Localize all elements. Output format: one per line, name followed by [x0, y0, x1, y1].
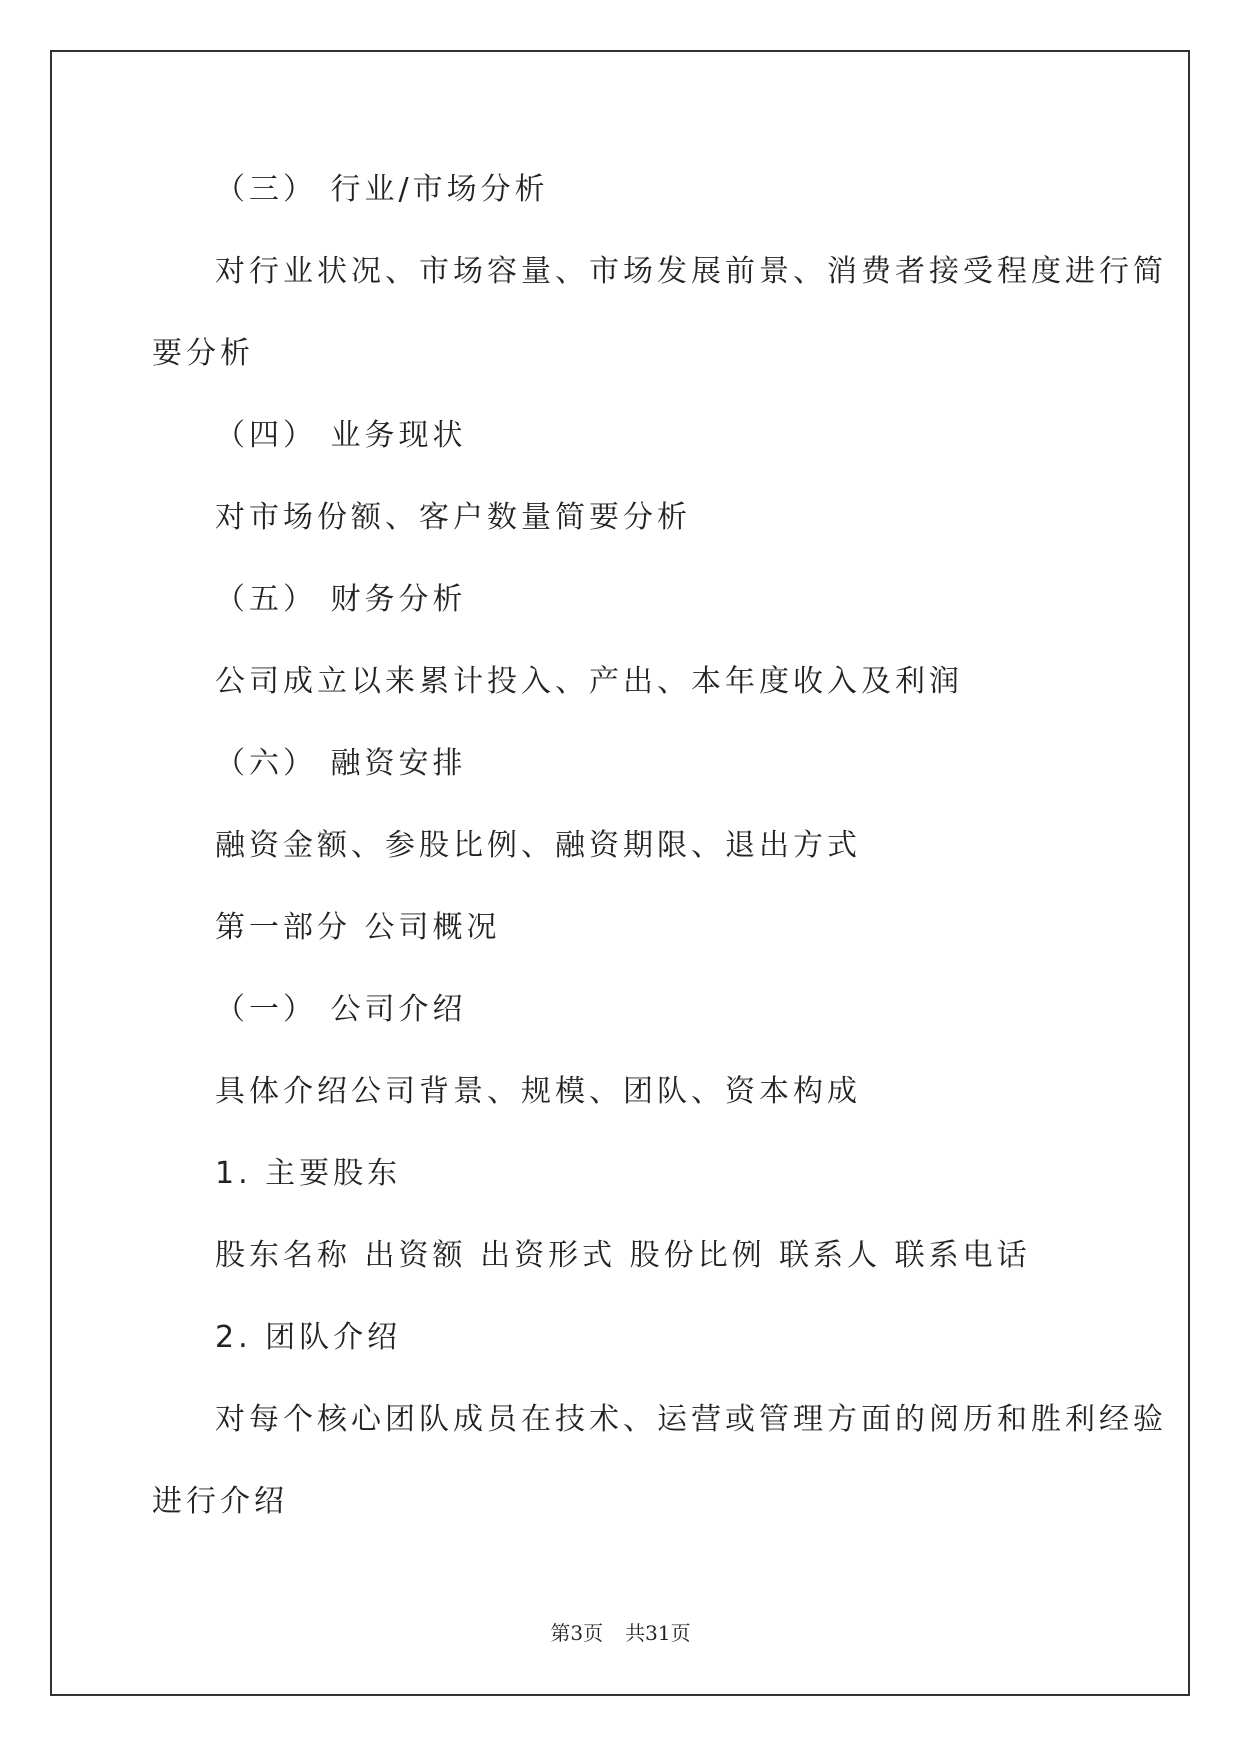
paragraph-line: 对每个核心团队成员在技术、运营或管理方面的阅历和胜利经验 — [215, 1402, 1167, 1437]
heading-business-status: （四） 业务现状 — [215, 418, 467, 453]
paragraph-line: 具体介绍公司背景、规模、团队、资本构成 — [215, 1074, 861, 1109]
heading-main-shareholders: 1. 主要股东 — [215, 1156, 402, 1191]
section-heading-company-overview: 第一部分 公司概况 — [215, 910, 501, 945]
heading-company-introduction: （一） 公司介绍 — [215, 992, 467, 1027]
paragraph-line: 融资金额、参股比例、融资期限、退出方式 — [215, 828, 861, 863]
heading-industry-market-analysis: （三） 行业/市场分析 — [215, 172, 549, 207]
page-number-total: 共31页 — [625, 1621, 691, 1645]
paragraph-line: 对行业状况、市场容量、市场发展前景、消费者接受程度进行简 — [215, 254, 1167, 289]
paragraph-line: 对市场份额、客户数量简要分析 — [215, 500, 691, 535]
paragraph-line: 公司成立以来累计投入、产出、本年度收入及利润 — [215, 664, 963, 699]
shareholder-fields-line: 股东名称 出资额 出资形式 股份比例 联系人 联系电话 — [215, 1238, 1031, 1273]
heading-financing-arrangement: （六） 融资安排 — [215, 746, 467, 781]
page-footer — [0, 1621, 1241, 1645]
page-border — [50, 50, 1190, 1696]
page-number-current: 第3页 — [550, 1621, 604, 1645]
paragraph-line: 要分析 — [152, 336, 254, 371]
heading-team-introduction: 2. 团队介绍 — [215, 1320, 402, 1355]
paragraph-line: 进行介绍 — [152, 1484, 288, 1519]
heading-financial-analysis: （五） 财务分析 — [215, 582, 467, 617]
